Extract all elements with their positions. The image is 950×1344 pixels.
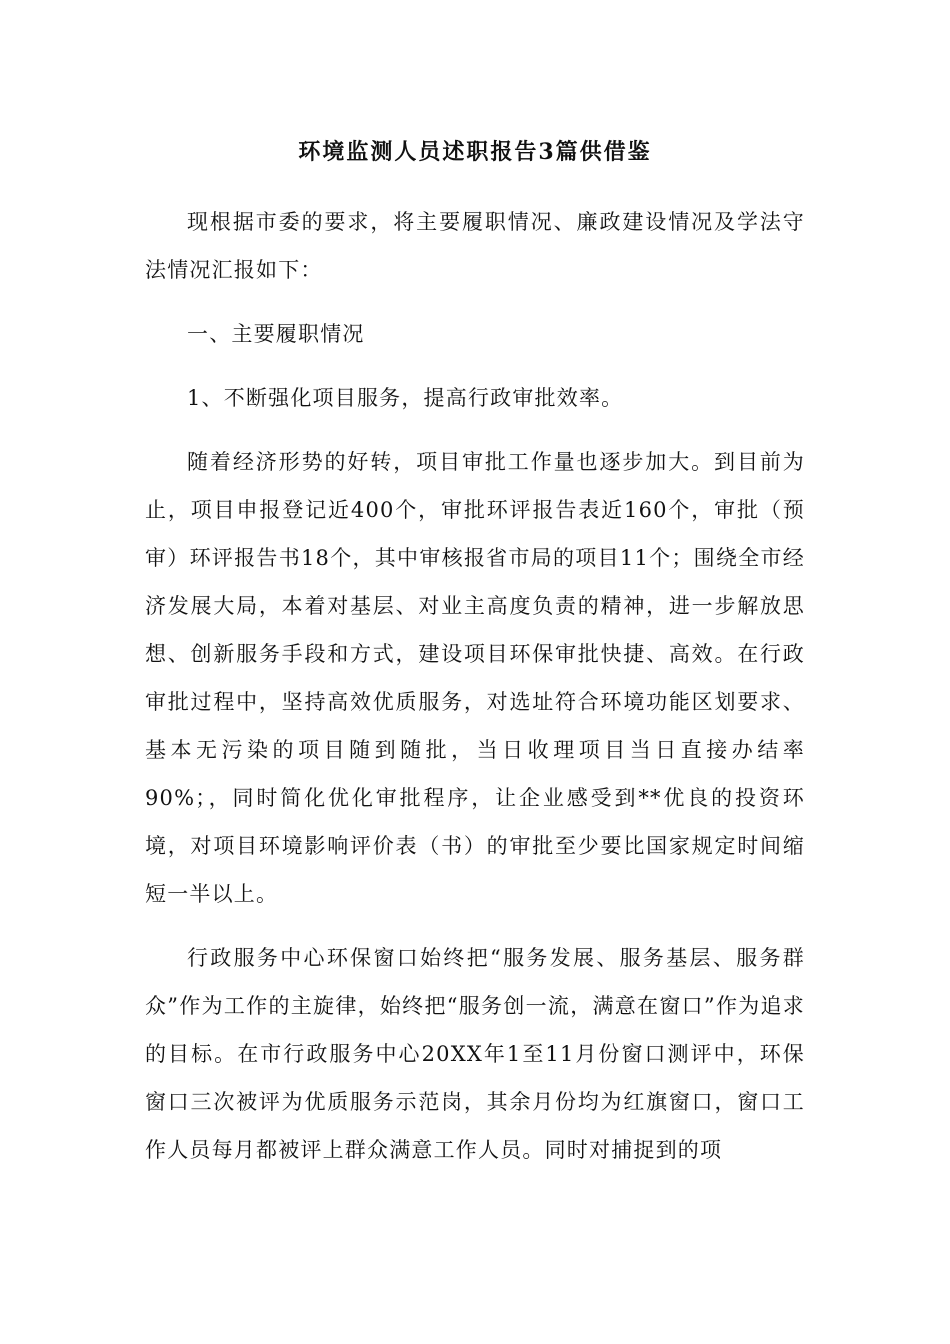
body-paragraph: 行政服务中心环保窗口始终把“服务发展、服务基层、服务群众”作为工作的主旋律，始终把“服务创一流，满意在窗口”作为追求的目标。在市行政服务中心20XX年1至11月份窗口测评中，环保窗口三次被评为优质服务示范岗，其余月份均为红旗窗口，窗口工作人员每月都被评上群众满意工作人员。同时对捕捉到的项 xyxy=(145,946,805,1162)
body-paragraph: 随着经济形势的好转，项目审批工作量也逐步加大。到目前为止，项目申报登记近400个，审批环评报告表近160个，审批（预审）环评报告书18个，其中审核报省市局的项目11个；围绕全市经济发展大局，本着对基层、对业主高度负责的精神，进一步解放思想、创新服务手段和方式，建设项目环保审批快捷、高效。在行政审批过程中，坚持高效优质服务，对选址符合环境功能区划要求、基本无污染的项目随到随批，当日收理项目当日直接办结率90%；，同时简化优化审批程序，让企业感受到**优良的投资环境，对项目环境影响评价表（书）的审批至少要比国家规定时间缩短一半以上。 xyxy=(145,450,805,906)
document-page xyxy=(145,128,805,1174)
section-heading: 一、主要履职情况 xyxy=(187,322,365,346)
subsection-heading: 1、不断强化项目服务，提高行政审批效率。 xyxy=(187,386,624,410)
intro-paragraph: 现根据市委的要求，将主要履职情况、廉政建设情况及学法守法情况汇报如下： xyxy=(145,210,805,282)
document-title: 环境监测人员述职报告3篇供借鉴 xyxy=(298,139,652,165)
